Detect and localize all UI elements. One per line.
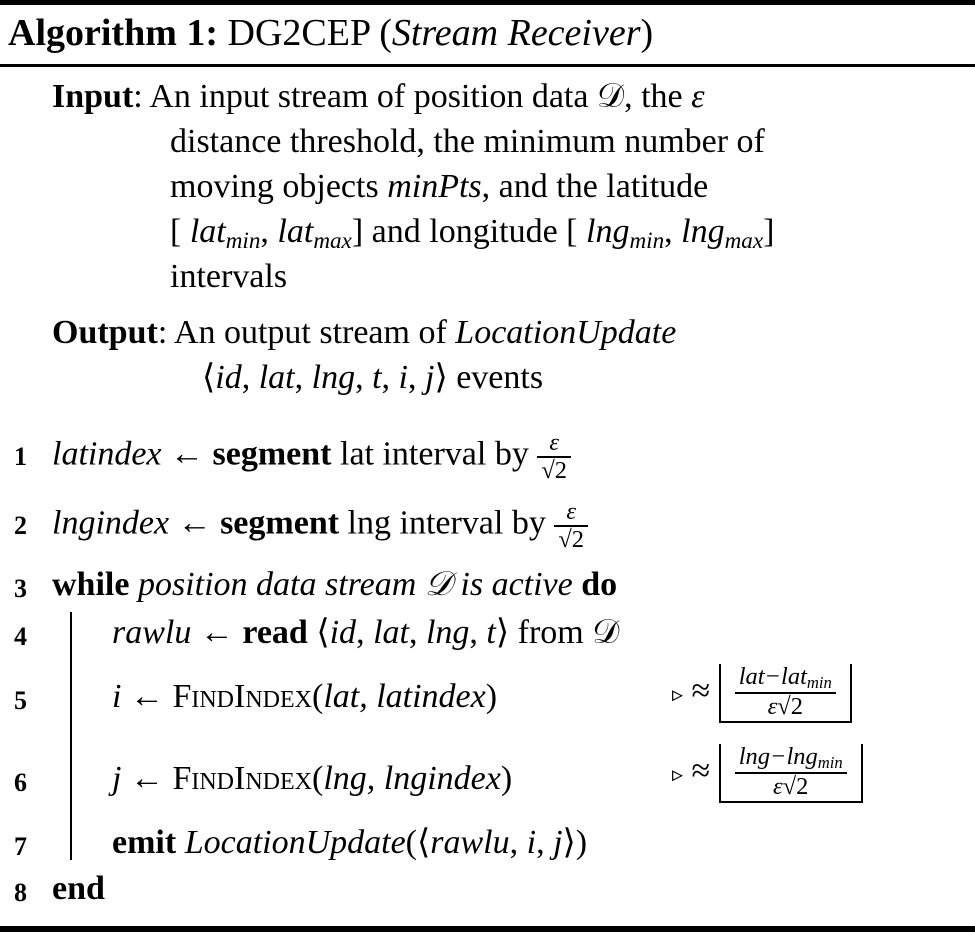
- step-4: rawlu ← read ⟨id, lat, lng, t⟩ from 𝒟: [112, 614, 620, 651]
- output-line-2: ⟨id, lat, lng, t, i, j⟩ events: [202, 359, 544, 396]
- algorithm-title: Algorithm 1: DG2CEP (Stream Receiver): [8, 12, 654, 54]
- line-number-5: 5: [14, 686, 27, 715]
- while-block-bar: [70, 612, 72, 860]
- input-line-3: moving objects minPts, and the latitude: [170, 168, 709, 205]
- line-number-2: 2: [14, 511, 27, 540]
- input-line-5: intervals: [170, 258, 288, 295]
- line-number-8: 8: [14, 878, 27, 907]
- step-1: latindex ← segment lat interval by $\frac{\varepsilon}{√2}$: [52, 430, 571, 483]
- bottom-rule: [0, 926, 975, 932]
- step-6-comment: ▹ ≈ $\frac{\ln g-\ln g_{min}}{\varepsilon√2}$: [672, 744, 863, 803]
- step-2: lngindex ← segment lng interval by $\frac{\varepsilon}{√2}$: [52, 499, 588, 552]
- line-number-7: 7: [14, 832, 27, 861]
- input-line-2: distance threshold, the minimum number of: [170, 123, 765, 160]
- step-7: emit LocationUpdate(⟨rawlu, i, j⟩): [112, 824, 588, 861]
- output-block: Output: An output stream of LocationUpdate: [52, 314, 677, 351]
- input-block: Input: An input stream of position data 𝒟, the ε: [52, 78, 705, 115]
- header-rule: [0, 64, 975, 67]
- input-line-4: [ lat$_{min}$, lat$_{max}$] and longitude [ lng$_{min}$, lng$_{max}$]: [170, 213, 775, 254]
- eps-over-sqrt2: $\frac{\varepsilon}{√2}$: [537, 430, 571, 483]
- step-5: i ← FindIndex(lat, latindex): [112, 678, 498, 715]
- line-number-6: 6: [14, 768, 27, 797]
- line-number-3: 3: [14, 574, 27, 603]
- eps-over-sqrt2: $\frac{\varepsilon}{√2}$: [554, 499, 588, 552]
- line-number-1: 1: [14, 442, 27, 471]
- step-3: while position data stream 𝒟 is active do: [52, 566, 618, 603]
- step-8: end: [52, 870, 105, 907]
- step-5-comment: ▹ ≈ $\frac{lat-lat_{min}}{\varepsilon√2}$: [672, 664, 852, 723]
- line-number-4: 4: [14, 622, 27, 651]
- top-rule: [0, 0, 975, 5]
- step-6: j ← FindIndex(lng, lngindex): [112, 760, 513, 797]
